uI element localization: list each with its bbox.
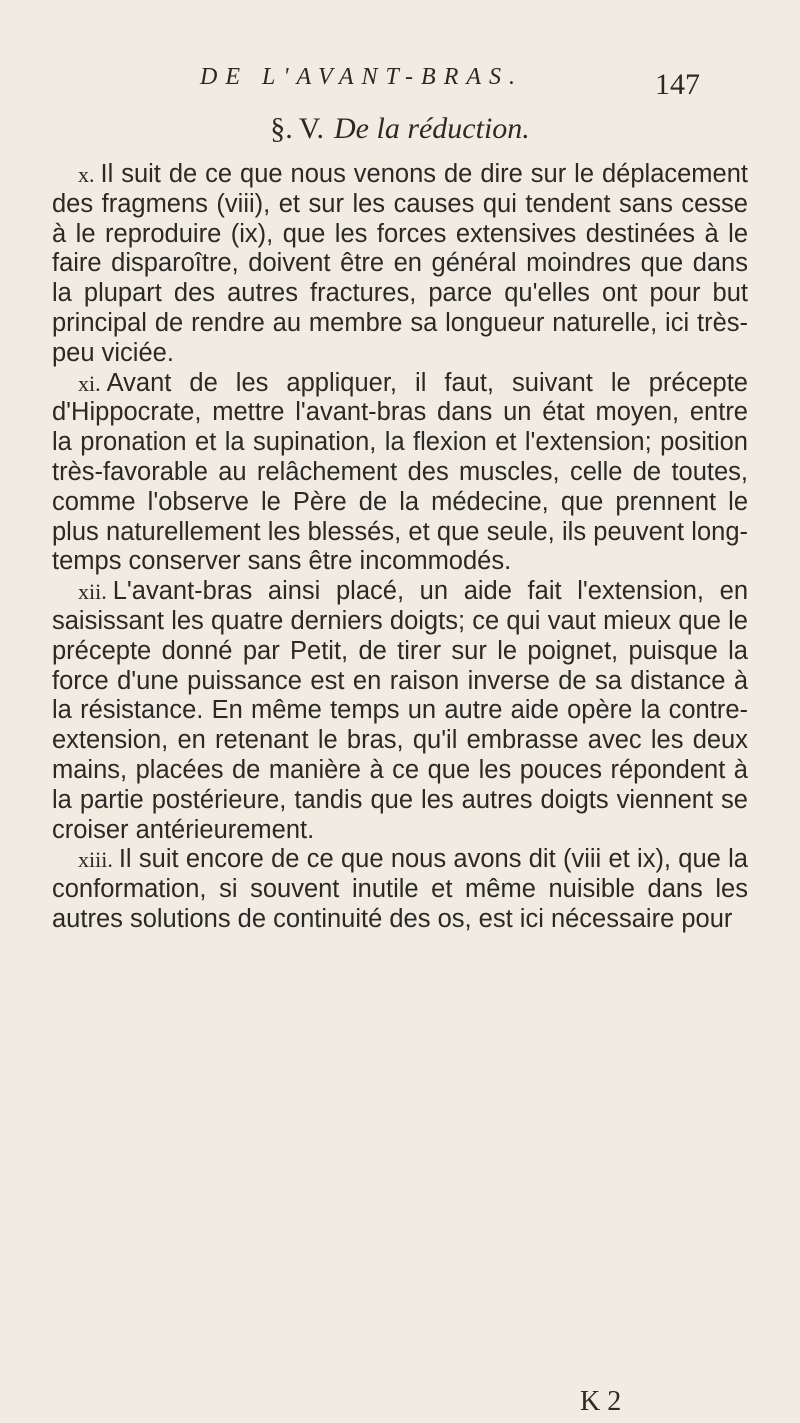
paragraph-text: L'avant-bras ainsi placé, un aide fait l'extension, en saisissant les quatre derniers doigts; ce qui vaut mieux que le précepte donné par Petit, de tirer sur le poignet, puisque la force d'une puissance est en raison inverse de sa distance à la résistance. En même temps un autre aide opère la contre-extension, en retenant le bras, qu'il embrasse avec les deux mains, placées de manière à ce que les pouces répondent à la partie postérieure, tandis que les autres doigts viennent se croiser antérieurement. — [52, 577, 748, 844]
paragraph-xi — [52, 369, 748, 578]
section-title: De la réduction. — [334, 112, 530, 145]
paragraph-text: Avant de les appliquer, il faut, suivant le précepte d'Hippocrate, mettre l'avant-bras dans un état moyen, entre la pronation et la supination, la flexion et l'extension; position très-favorable au relâchement des muscles, celle de toutes, comme l'observe le Père de la médecine, que prennent le plus naturellement les blessés, et que seule, ils peuvent long-temps conserver sans être incommodés. — [52, 368, 748, 576]
paragraph-x — [52, 160, 748, 369]
section-symbol: §. — [270, 112, 293, 145]
paragraph-xiii — [52, 845, 748, 934]
section-heading — [0, 112, 800, 146]
body-text — [52, 160, 748, 935]
paragraph-number: xii. — [78, 579, 107, 605]
paragraph-number: xiii. — [78, 847, 113, 873]
paragraph-text: Il suit de ce que nous venons de dire sur le déplacement des fragmens (viii), et sur les causes qui tendent sans cesse à le reproduire (ix), que les forces extensives destinées à le faire disparoître, doivent être en général moindres que dans la plupart des autres fractures, parce qu'elles ont pour but principal de rendre au membre sa longueur naturelle, ici très-peu viciée. — [52, 160, 748, 367]
paragraph-number: x. — [78, 162, 95, 187]
section-number: V. — [298, 112, 324, 145]
paragraph-number: xi. — [78, 370, 101, 396]
page-number: 147 — [655, 68, 700, 101]
running-title: DE L'AVANT-BRAS. — [200, 64, 524, 90]
page-header — [200, 62, 700, 102]
printer-signature: K 2 — [580, 1386, 622, 1417]
paragraph-xii — [52, 577, 748, 845]
paragraph-text: Il suit encore de ce que nous avons dit (viii et ix), que la conformation, si souvent inutile et même nuisible dans les autres solutions de continuité des os, est ici nécessaire pour — [52, 845, 748, 933]
